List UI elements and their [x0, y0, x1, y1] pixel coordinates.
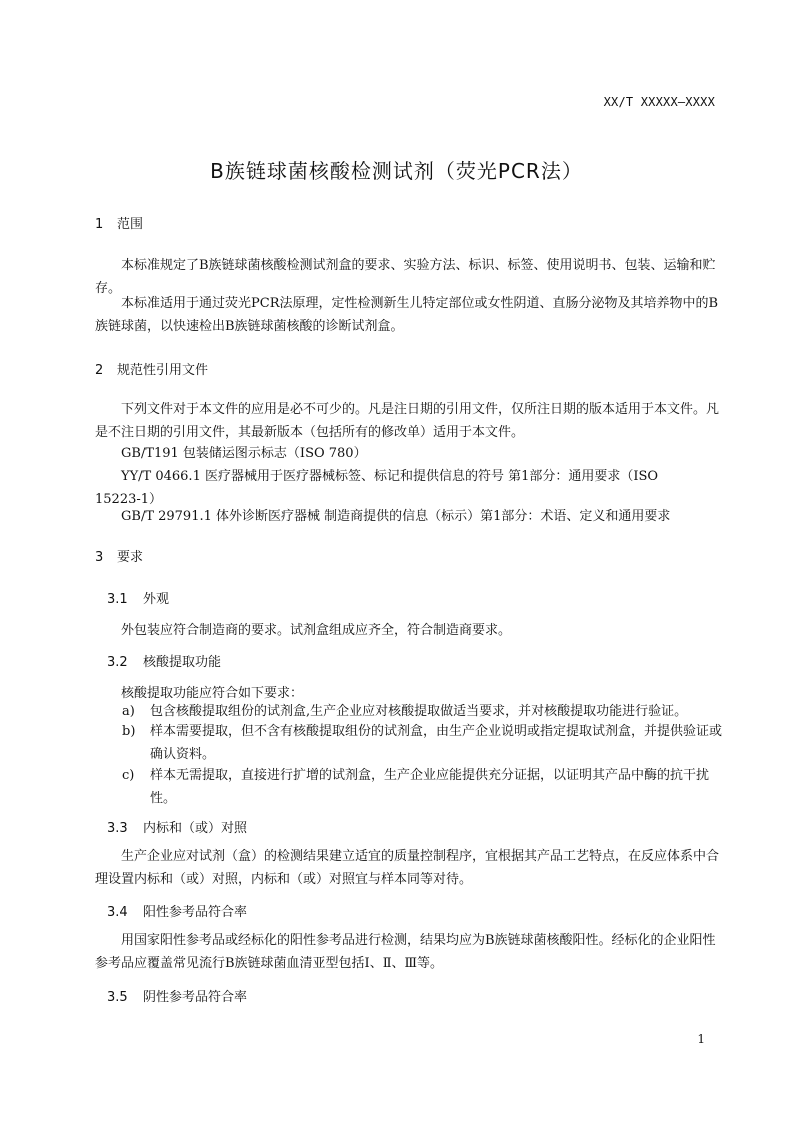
list-item-label: c): [122, 768, 135, 783]
section-title: 规范性引用文件: [117, 363, 209, 378]
reference-yyt0466-line-2: 15223-1）: [95, 492, 163, 507]
section-number: 3: [95, 550, 104, 565]
subsection-title: 内标和（或）对照: [143, 821, 248, 836]
subsection-title: 阳性参考品符合率: [143, 905, 248, 920]
subsection-number: 3.1: [107, 592, 128, 607]
subsection-title: 阴性参考品符合率: [143, 990, 248, 1005]
reference-gbt191: GB/T191 包装储运图示标志（ISO 780）: [121, 446, 367, 461]
list-item-label: a): [122, 704, 135, 719]
list-item-text: 样本需要提取，但不含有核酸提取组份的试剂盒，由生产企业说明或指定提取试剂盒，并提供验证或确认资料。: [150, 724, 723, 762]
subsection-title: 外观: [143, 592, 170, 607]
section-title: 要求: [117, 550, 144, 565]
list-item: [122, 720, 722, 766]
subsection-3-1-heading: [107, 588, 169, 607]
subsection-3-4-heading: [107, 901, 247, 920]
subsection-3-2-intro: 核酸提取功能应符合如下要求：: [121, 686, 304, 701]
subsection-title: 核酸提取功能: [143, 655, 222, 670]
list-item: [122, 764, 722, 810]
subsection-3-1-paragraph: 外包装应符合制造商的要求。试剂盒组成应齐全，符合制造商要求。: [121, 623, 512, 638]
section-2-heading: [95, 359, 208, 378]
page-number: 1: [697, 1032, 705, 1046]
list-item-label: b): [122, 724, 136, 739]
subsection-3-4-paragraph: 用国家阳性参考品或经标化的阳性参考品进行检测，结果均应为B族链球菌核酸阳性。经标化的企业阳性参考品应覆盖常见流行B族链球菌血清亚型包括Ⅰ、Ⅱ、Ⅲ等。: [95, 933, 716, 971]
section-3-heading: [95, 546, 143, 565]
reference-gbt29791: GB/T 29791.1 体外诊断医疗器械 制造商提供的信息（标示）第1部分：术语、定义和通用要求: [121, 509, 671, 524]
subsection-number: 3.5: [107, 990, 128, 1005]
list-item-text: 样本无需提取，直接进行扩增的试剂盒，生产企业应能提供充分证据，以证明其产品中酶的抗干扰性。: [150, 768, 710, 806]
section-number: 2: [95, 363, 104, 378]
document-title: B族链球菌核酸检测试剂（荧光PCR法）: [210, 159, 583, 183]
subsection-number: 3.4: [107, 905, 128, 920]
section-2-paragraph-1: 下列文件对于本文件的应用是必不可少的。凡是注日期的引用文件，仅所注日期的版本适用于本文件。凡是不注日期的引用文件，其最新版本（包括所有的修改单）适用于本文件。: [95, 402, 720, 440]
reference-yyt0466-line-1: YY/T 0466.1 医疗器械用于医疗器械标签、标记和提供信息的符号 第1部分：通用要求（ISO: [121, 469, 659, 484]
section-1-paragraph-2: 本标准适用于通过荧光PCR法原理，定性检测新生儿特定部位或女性阴道、直肠分泌物及其培养物中的B族链球菌，以快速检出B族链球菌核酸的诊断试剂盒。: [95, 296, 719, 334]
section-1-paragraph-1: 本标准规定了B族链球菌核酸检测试剂盒的要求、实验方法、标识、标签、使用说明书、包装、运输和贮存。: [95, 258, 716, 296]
subsection-3-3-paragraph: 生产企业应对试剂（盒）的检测结果建立适宜的质量控制程序，宜根据其产品工艺特点，在反应体系中合理设置内标和（或）对照，内标和（或）对照宜与样本同等对待。: [95, 849, 720, 887]
subsection-3-5-heading: [107, 986, 247, 1005]
section-title: 范围: [117, 217, 144, 232]
subsection-3-2-heading: [107, 651, 221, 670]
subsection-number: 3.2: [107, 655, 128, 670]
standard-code: XX/T XXXXX—XXXX: [603, 95, 715, 109]
subsection-3-3-heading: [107, 817, 247, 836]
list-item-text: 包含核酸提取组份的试剂盒,生产企业应对核酸提取做适当要求，并对核酸提取功能进行验证。: [150, 704, 688, 719]
section-1-heading: [95, 213, 143, 232]
section-number: 1: [95, 217, 104, 232]
subsection-number: 3.3: [107, 821, 128, 836]
